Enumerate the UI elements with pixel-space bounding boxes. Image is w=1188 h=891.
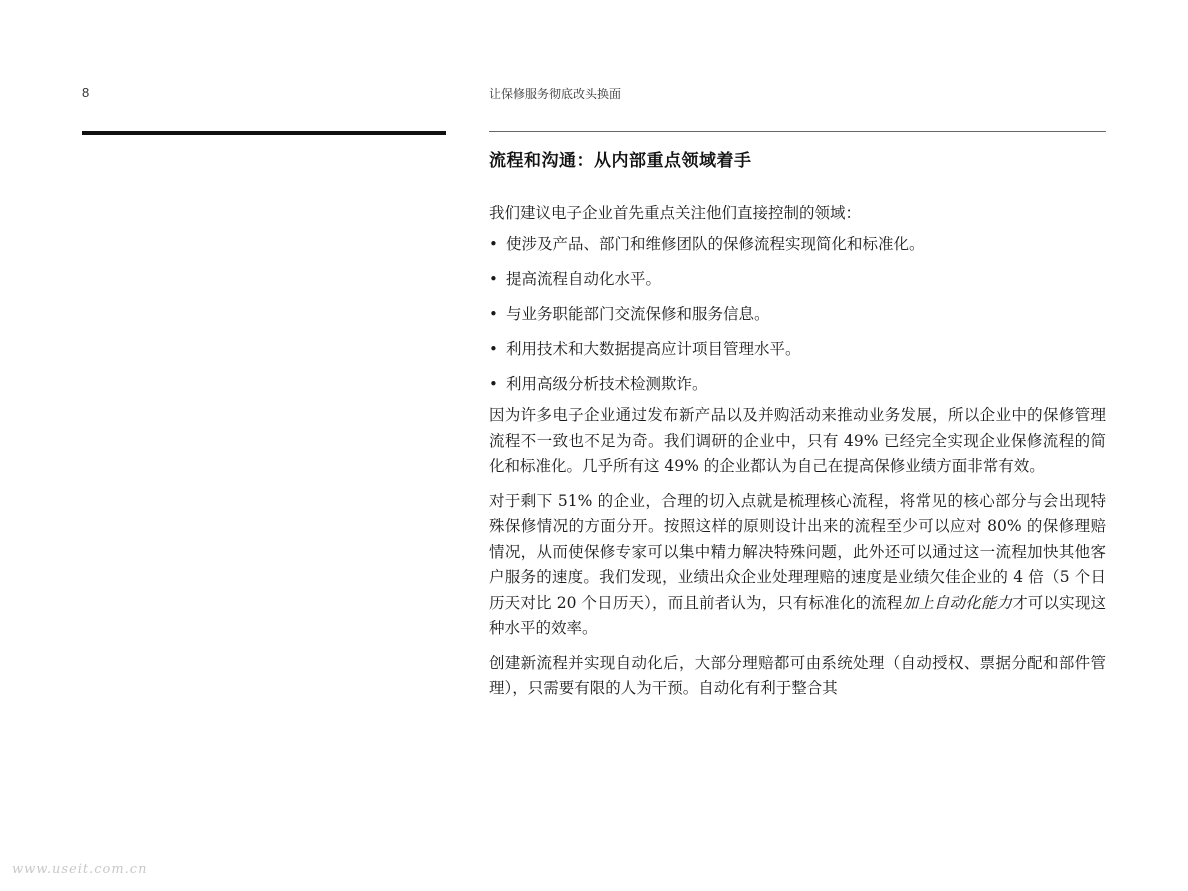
bullet-icon: •: [489, 375, 498, 393]
list-item-text: 利用技术和大数据提高应计项目管理水平。: [506, 340, 801, 358]
paragraph-2-tail: 才可以实现这种水平的效率。: [489, 593, 1106, 637]
list-item: [489, 372, 1106, 396]
list-item: [489, 267, 1106, 291]
running-header: 让保修服务彻底改头换面: [489, 87, 622, 101]
page-number: 8: [82, 85, 90, 100]
intro-text: 我们建议电子企业首先重点关注他们直接控制的领域：: [489, 204, 862, 222]
list-item: [489, 232, 1106, 256]
left-divider: [82, 131, 446, 135]
right-divider: [489, 131, 1106, 132]
bullet-icon: •: [489, 340, 498, 358]
watermark: www.useit.com.cn: [12, 862, 148, 877]
list-item-text: 提高流程自动化水平。: [506, 270, 662, 288]
paragraph-2: [489, 489, 1106, 642]
paragraph-2-text: 对于剩下 51% 的企业，合理的切入点就是梳理核心流程，将常见的核心部分与会出现特殊保修情况的方面分开。按照这样的原则设计出来的流程至少可以应对 80% 的保修理赔情况，从而使保修专家可以集中精力解决特殊问题，此外还可以通过这一流程加快其他客户服务的速度。我们发现，业绩出众企业处理理赔的速度是业绩欠佳企业的 4 倍（5 个日历天对比 20 个日历天），而且前者认为，只有标准化的流程: [489, 491, 1106, 612]
paragraph-3: 创建新流程并实现自动化后，大部分理赔都可由系统处理（自动授权、票据分配和部件管理），只需要有限的人为干预。自动化有利于整合其: [489, 653, 1106, 697]
bullet-icon: •: [489, 305, 498, 323]
list-item: [489, 302, 1106, 326]
bullet-icon: •: [489, 235, 498, 253]
bullet-icon: •: [489, 270, 498, 288]
list-item-text: 利用高级分析技术检测欺诈。: [506, 375, 708, 393]
list-item-text: 使涉及产品、部门和维修团队的保修流程实现简化和标准化。: [506, 235, 925, 253]
paragraph-1: 因为许多电子企业通过发布新产品以及并购活动来推动业务发展，所以企业中的保修管理流程不一致也不足为奇。我们调研的企业中，只有 49% 已经完全实现企业保修流程的简化和标准化。几乎所有这 49% 的企业都认为自己在提高保修业绩方面非常有效。: [489, 406, 1106, 475]
section-title: 流程和沟通：从内部重点领域着手: [489, 151, 752, 171]
paragraph-2-emphasis: 加上自动化能力: [902, 593, 1013, 612]
list-item: [489, 337, 1106, 361]
main-content: [489, 146, 1106, 711]
bullet-list: [489, 232, 1106, 396]
list-item-text: 与业务职能部门交流保修和服务信息。: [506, 305, 770, 323]
